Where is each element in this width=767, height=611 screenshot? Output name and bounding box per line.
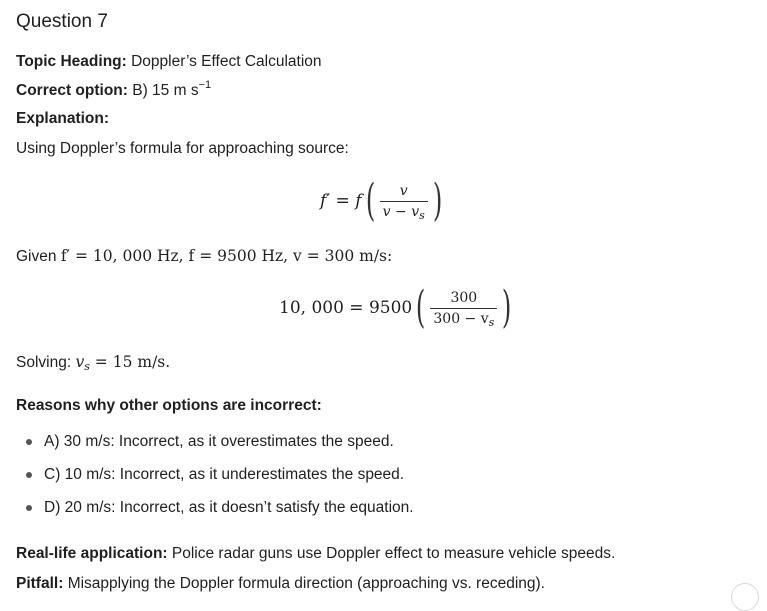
reasons-list [16, 432, 414, 531]
question-title: Question 7 [16, 11, 108, 32]
solving-value: = 15 m/s. [89, 353, 171, 371]
pitfall-value: Misapplying the Doppler formula direction (approaching vs. receding). [67, 575, 545, 592]
correct-option-text: B) 15 m s [132, 82, 199, 99]
right-paren: ) [502, 282, 512, 333]
real-life-line [16, 544, 615, 564]
explanation-intro: Using Doppler’s formula for approaching source: [16, 140, 349, 157]
equation2-denominator [430, 308, 497, 327]
given-values: f′ = 10, 000 Hz, f = 9500 Hz, v = 300 m/s: [60, 247, 393, 265]
list-item [16, 432, 414, 465]
equation2-fraction [430, 290, 497, 327]
reason-text: C) 10 m/s: Incorrect, as it underestimates the speed. [44, 466, 405, 483]
real-life-value: Police radar guns use Doppler effect to measure vehicle speeds. [171, 545, 616, 562]
equation2-lhs: 10, 000 = 9500 [279, 298, 413, 318]
correct-option-label: Correct option: [16, 82, 128, 99]
formula-lhs: f′ = f [320, 191, 362, 211]
reasons-heading: Reasons why other options are incorrect: [16, 397, 322, 414]
pitfall-label: Pitfall: [16, 575, 64, 592]
correct-option-value [132, 79, 212, 99]
equation2-denominator-sub: s [488, 315, 495, 329]
formula-fraction [380, 183, 428, 220]
left-paren: ( [416, 282, 426, 333]
bullet-icon [26, 505, 32, 511]
equation2-denominator-main: 300 − v [433, 310, 489, 327]
formula-denominator [380, 201, 428, 220]
left-paren: ( [365, 175, 375, 226]
scroll-down-button[interactable] [731, 583, 759, 611]
formula-numerator: v [399, 182, 408, 199]
correct-option-line [16, 81, 211, 101]
reason-text: D) 20 m/s: Incorrect, as it doesn’t satisfy the equation. [44, 499, 414, 516]
list-item [16, 498, 414, 531]
right-paren: ) [432, 175, 443, 226]
equation2-numerator: 300 [450, 289, 478, 306]
solving-result [75, 353, 170, 371]
topic-heading-value: Doppler’s Effect Calculation [131, 53, 322, 70]
solving-var: v [75, 353, 85, 371]
pitfall-line [16, 574, 545, 594]
solving-line [16, 352, 170, 373]
list-item [16, 465, 414, 498]
solving-var-sub: s [84, 360, 90, 373]
topic-heading-label: Topic Heading: [16, 53, 127, 70]
correct-option-exponent: −1 [198, 79, 212, 91]
topic-heading-line [16, 52, 322, 72]
explanation-label: Explanation: [16, 110, 110, 127]
real-life-label: Real-life application: [16, 545, 168, 562]
formula-denominator-main: v − v [382, 203, 420, 220]
bullet-icon [26, 472, 32, 478]
solving-prefix: Solving: [16, 354, 76, 371]
doppler-formula [320, 176, 446, 226]
bullet-icon [26, 439, 32, 445]
formula-denominator-sub: s [419, 208, 425, 222]
substituted-equation [279, 282, 515, 334]
given-prefix: Given [16, 248, 61, 265]
given-line [16, 246, 392, 267]
reason-text: A) 30 m/s: Incorrect, as it overestimates the speed. [44, 433, 394, 450]
